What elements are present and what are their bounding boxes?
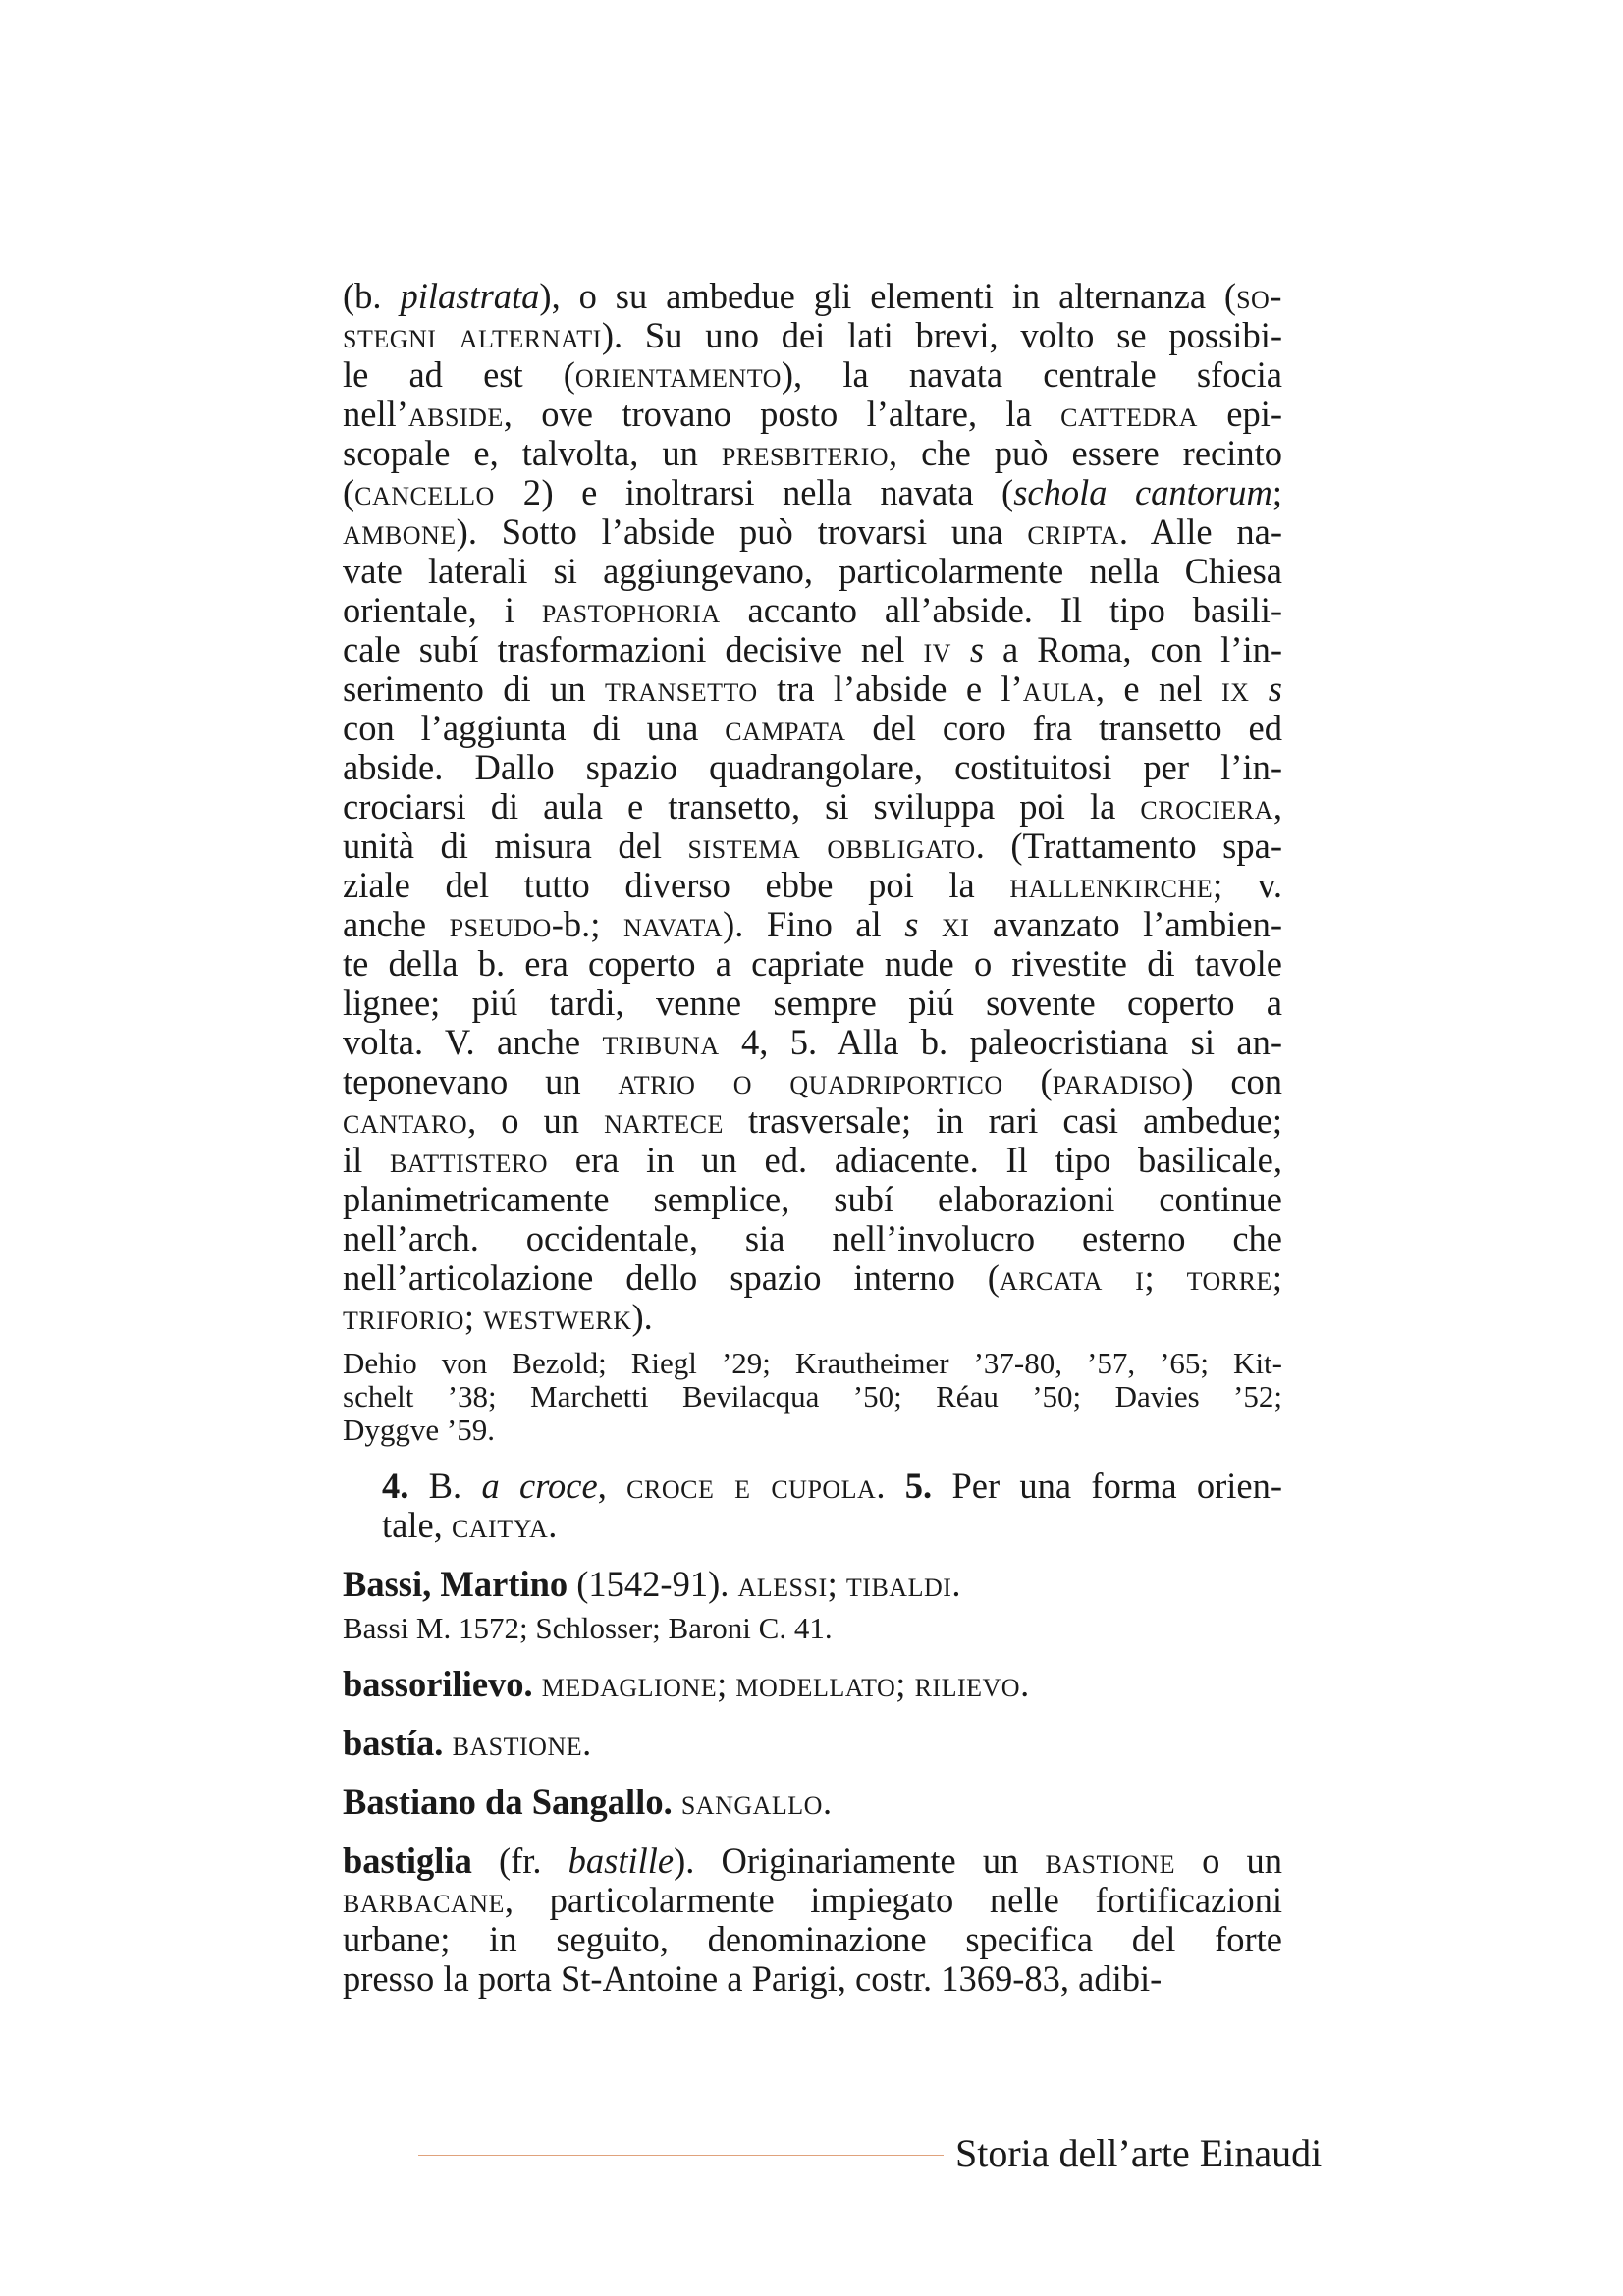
cross-reference: transetto xyxy=(604,668,758,709)
entry-bassorilievo xyxy=(343,1665,1282,1704)
bibliography-bassi xyxy=(343,1612,1282,1645)
text-line: Dyggve ’59. xyxy=(343,1413,495,1447)
text-line: tale, caitya. xyxy=(382,1505,558,1545)
cross-reference: sangallo xyxy=(680,1782,823,1822)
cross-reference: ix xyxy=(1220,668,1250,709)
headword: 5. xyxy=(904,1466,933,1506)
text-line: Bassi, Martino (1542-91). alessi; tibaldi. xyxy=(343,1564,961,1604)
text-line: bassorilievo. medaglione; modellato; rilievo. xyxy=(343,1664,1030,1704)
cross-reference: aula xyxy=(1022,668,1096,709)
cross-reference: pseudo xyxy=(449,904,552,944)
cross-reference: arcata i xyxy=(999,1257,1145,1298)
cross-reference: cantaro xyxy=(343,1100,468,1141)
footer-rule xyxy=(418,2155,944,2156)
cross-reference: torre xyxy=(1186,1257,1272,1298)
text-line: lignee; piú tardi, venne sempre piú sovente coperto a xyxy=(343,983,1282,1023)
entry-bastiano-da-sangallo xyxy=(343,1783,1282,1822)
headword: 4. xyxy=(382,1466,409,1506)
text-line: ambone). Sotto l’abside può trovarsi una cripta. Alle na- xyxy=(343,511,1282,552)
text-line: con l’aggiunta di una campata del coro fra transetto ed xyxy=(343,708,1282,748)
bibliography-basilica xyxy=(343,1347,1282,1447)
cross-reference: presbiterio xyxy=(721,433,890,473)
entry-bassi-martino xyxy=(343,1565,1282,1604)
text-line: volta. V. anche tribuna 4, 5. Alla b. paleocristiana si an- xyxy=(343,1022,1283,1062)
italic-term: a croce xyxy=(481,1466,598,1506)
cross-reference: sistema obbligato xyxy=(687,826,976,866)
text-line: le ad est (orientamento), la navata centrale sfocia xyxy=(343,354,1282,395)
text-line: abside. Dallo spazio quadrangolare, costituitosi per l’in- xyxy=(343,747,1282,787)
cross-reference: crociera xyxy=(1140,786,1273,827)
text-line: vate laterali si aggiungevano, particolarmente nella Chiesa xyxy=(343,551,1282,591)
cross-reference: pastophoria xyxy=(541,590,721,630)
text-line: nell’arch. occidentale, sia nell’involucro esterno che xyxy=(343,1218,1282,1258)
paragraph-basilica-points-4-5 xyxy=(343,1467,1282,1545)
text-line: (cancello 2) e inoltrarsi nella navata (schola cantorum; xyxy=(343,472,1283,512)
cross-reference: tribuna xyxy=(602,1022,720,1062)
text-line: nell’articolazione dello spazio interno (arcata i; torre; xyxy=(343,1257,1282,1298)
text-line: cantaro, o un nartece trasversale; in rari casi ambedue; xyxy=(343,1100,1282,1141)
italic-term: bastille xyxy=(568,1841,675,1881)
text-line: schelt ’38; Marchetti Bevilacqua ’50; Réau ’50; Davies ’52; xyxy=(343,1379,1282,1414)
text-line: anche pseudo-b.; navata). Fino al s xi avanzato l’ambien- xyxy=(343,904,1283,944)
cross-reference: cattedra xyxy=(1060,394,1198,434)
cross-reference: triforio xyxy=(343,1297,464,1337)
text-line: urbane; in seguito, denominazione specifica del forte xyxy=(343,1919,1282,1959)
cross-reference: atrio o quadriportico xyxy=(618,1061,1003,1101)
text-line: crociarsi di aula e transetto, si sviluppa poi la crociera, xyxy=(343,786,1282,827)
text-line: triforio; westwerk). xyxy=(343,1297,653,1337)
italic-term: s xyxy=(904,904,919,944)
cross-reference: navata xyxy=(622,904,724,944)
italic-term: s xyxy=(969,629,985,669)
text-line: 4. B. a croce, croce e cupola. 5. Per una forma orien- xyxy=(382,1466,1283,1506)
cross-reference: ambone xyxy=(343,511,457,552)
text-line: orientale, i pastophoria accanto all’abside. Il tipo basili- xyxy=(343,590,1283,630)
text-line: te della b. era coperto a capriate nude o rivestite di tavole xyxy=(343,943,1282,984)
text-line: cale subí trasformazioni decisive nel iv s a Roma, con l’in- xyxy=(343,629,1282,669)
cross-reference: modellato xyxy=(735,1664,896,1704)
cross-reference: medaglione xyxy=(541,1664,718,1704)
text-line: ziale del tutto diverso ebbe poi la hallenkirche; v. xyxy=(343,865,1282,905)
cross-reference: stegni alternati xyxy=(343,315,602,355)
entry-bastiglia xyxy=(343,1842,1282,1999)
headword: bassorilievo. xyxy=(343,1664,533,1704)
cross-reference: iv xyxy=(923,629,951,669)
cross-reference: alessi xyxy=(737,1564,828,1604)
italic-term: pilastrata xyxy=(400,276,540,316)
cross-reference: cripta xyxy=(1027,511,1119,552)
headword: Bastiano da Sangallo. xyxy=(343,1782,673,1822)
text-line: teponevano un atrio o quadriportico (paradiso) con xyxy=(343,1061,1283,1101)
text-line: serimento di un transetto tra l’abside e l’aula, e nel ix s xyxy=(343,668,1282,709)
cross-reference: hallenkirche xyxy=(1009,865,1214,905)
italic-term: schola cantorum xyxy=(1013,472,1272,512)
cross-reference: cancello 2 xyxy=(354,472,542,512)
headword: Bassi, Martino xyxy=(343,1564,568,1604)
page-text xyxy=(343,277,1282,1999)
cross-reference: battistero xyxy=(390,1140,549,1180)
text-line: stegni alternati). Su uno dei lati brevi, volto se possibi- xyxy=(343,315,1282,355)
cross-reference: westwerk xyxy=(483,1297,632,1337)
text-line: (b. pilastrata), o su ambedue gli elementi in alternanza (so- xyxy=(343,276,1282,316)
text-line: Bastiano da Sangallo. sangallo. xyxy=(343,1782,833,1822)
cross-reference: caitya xyxy=(451,1505,549,1545)
cross-reference: orientamento xyxy=(574,354,782,395)
text-line: Dehio von Bezold; Riegl ’29; Krautheimer ’37-80, ’57, ’65; Kit- xyxy=(343,1346,1282,1380)
cross-reference: barbacane xyxy=(343,1880,505,1920)
text-line: il battistero era in un ed. adiacente. Il tipo basilicale, xyxy=(343,1140,1282,1180)
cross-reference: xi xyxy=(941,904,970,944)
headword: bastía. xyxy=(343,1723,444,1763)
text-line: bastiglia (fr. bastille). Originariamente un bastione o un xyxy=(343,1841,1282,1881)
cross-reference: croce e cupola xyxy=(626,1466,877,1506)
italic-term: s xyxy=(1268,668,1282,709)
cross-reference: tibaldi xyxy=(845,1564,952,1604)
cross-reference: rilievo xyxy=(914,1664,1021,1704)
text-line: nell’abside, ove trovano posto l’altare, la cattedra epi- xyxy=(343,394,1283,434)
cross-reference: paradiso xyxy=(1052,1061,1182,1101)
paragraph-basilica-description xyxy=(343,277,1282,1337)
cross-reference: bastione xyxy=(1045,1841,1175,1881)
text-line: scopale e, talvolta, un presbiterio, che può essere recinto xyxy=(343,433,1282,473)
cross-reference: so- xyxy=(1236,276,1282,316)
cross-reference: nartece xyxy=(604,1100,724,1141)
text-line: presso la porta St-Antoine a Parigi, costr. 1369-83, adibi- xyxy=(343,1958,1163,1999)
cross-reference: abside xyxy=(407,394,504,434)
footer-title: Storia dell’arte Einaudi xyxy=(955,2131,1323,2175)
entry-bastia xyxy=(343,1724,1282,1763)
text-line: Bassi M. 1572; Schlosser; Baroni C. 41. xyxy=(343,1611,833,1645)
text-line: bastía. bastione. xyxy=(343,1723,592,1763)
headword: bastiglia xyxy=(343,1841,472,1881)
text-line: barbacane, particolarmente impiegato nelle fortificazioni xyxy=(343,1880,1282,1920)
text-line: unità di misura del sistema obbligato. (Trattamento spa- xyxy=(343,826,1282,866)
text-line: planimetricamente semplice, subí elaborazioni continue xyxy=(343,1179,1282,1219)
cross-reference: campata xyxy=(725,708,846,748)
cross-reference: bastione xyxy=(452,1723,583,1763)
